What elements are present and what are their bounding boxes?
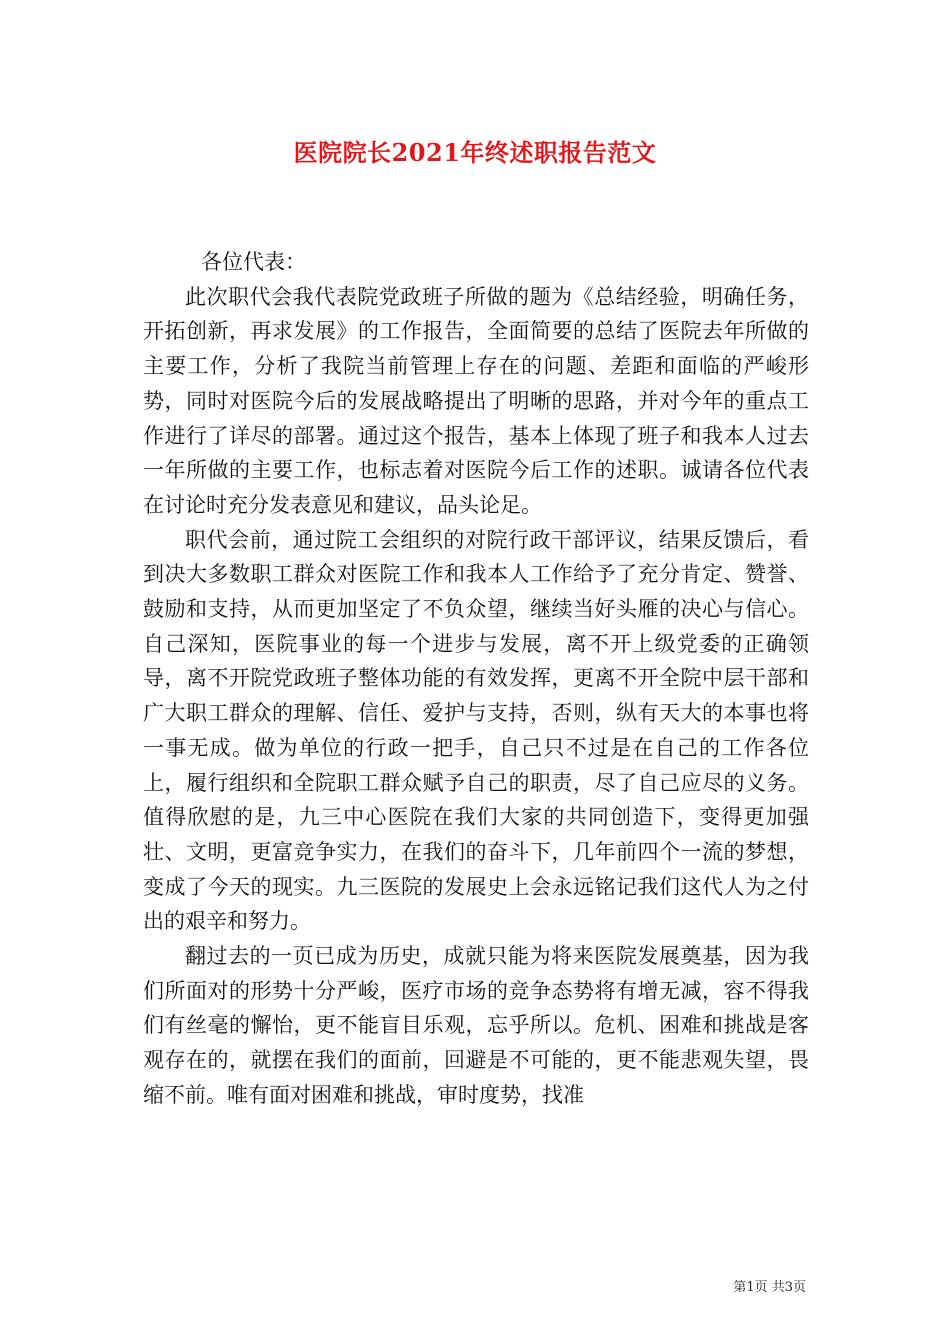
salutation: 各位代表： [201,250,306,274]
paragraph-3: 翻过去的一页已成为历史，成就只能为将来医院发展奠基，因为我们所面对的形势十分严峻，医疗市场的竞争态势将有增无减，容不得我们有丝毫的懈怡，更不能盲目乐观，忘乎所以。危机、困难和挑战是客观存在的，就摆在我们的面前，回避是不可能的，更不能悲观失望，畏缩不前。唯有面对困难和挑战，审时度势，找准 [143,944,809,1107]
paragraph-1: 此次职代会我代表院党政班子所做的题为《总结经验，明确任务，开拓创新，再求发展》的工作报告，全面简要的总结了医院去年所做的主要工作，分析了我院当前管理上存在的问题、差距和面临的严峻形势，同时对医院今后的发展战略提出了明晰的思路，并对今年的重点工作进行了详尽的部署。通过这个报告，基本上体现了班子和我本人过去一年所做的主要工作，也标志着对医院今后工作的述职。诚请各位代表在讨论时充分发表意见和建议，品头论足。 [143,284,809,517]
page-title: 医院院长2021年终述职报告范文 [293,138,657,167]
page-number: 第1页 共3页 [733,1280,806,1295]
document-body [143,245,809,1113]
paragraph-2: 职代会前，通过院工会组织的对院行政干部评议，结果反馈后，看到决大多数职工群众对医院工作和我本人工作给予了充分肯定、赞誉、鼓励和支持，从而更加坚定了不负众望，继续当好头雁的决心与信心。自己深知，医院事业的每一个进步与发展，离不开上级党委的正确领导，离不开院党政班子整体功能的有效发挥，更离不开全院中层干部和广大职工群众的理解、信任、爱护与支持，否则，纵有天大的本事也将一事无成。做为单位的行政一把手，自己只不过是在自己的工作各位上，履行组织和全院职工群众赋予自己的职责，尽了自己应尽的义务。值得欣慰的是，九三中心医院在我们大家的共同创造下，变得更加强壮、文明，更富竞争实力，在我们的奋斗下，几年前四个一流的梦想，变成了今天的现实。九三医院的发展史上会永远铭记我们这代人为之付出的艰辛和努力。 [143,527,809,934]
